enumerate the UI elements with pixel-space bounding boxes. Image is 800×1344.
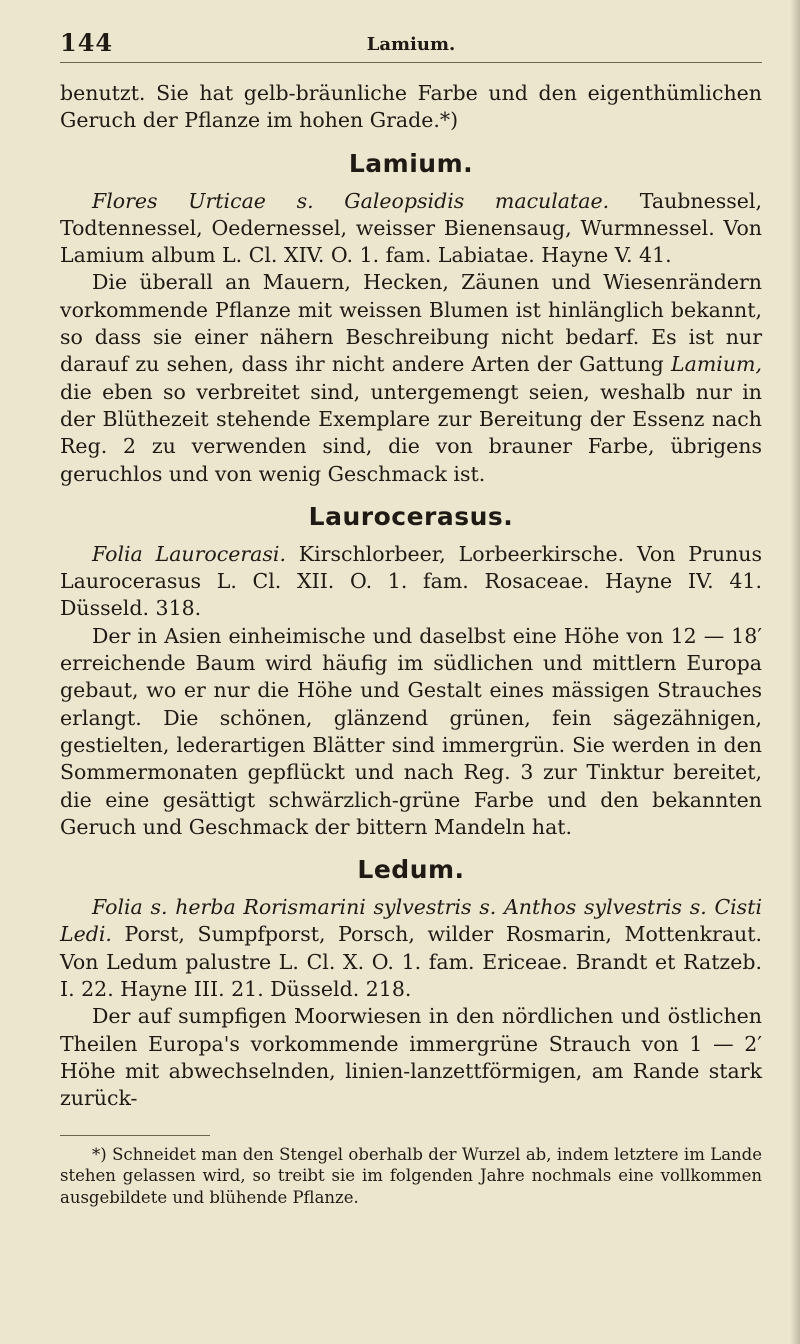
section-title-lamium: Lamium. xyxy=(348,148,474,178)
running-title: Lamium. xyxy=(366,34,456,55)
synonyms-text: Kirschlorbeer, Lorbeerkirsche. Von Prunus Laurocerasus L. Cl. XII. O. 1. fam. Rosaceae. Hayne IV. 41. Düsseld. 318. xyxy=(60,541,762,621)
section-title-laurocerasus: Laurocerasus. xyxy=(308,501,514,531)
running-head xyxy=(60,28,762,62)
latin-drug-name: Folia s. herba Rorismarini sylvestris s. Anthos sylvestris s. Cisti Ledi. xyxy=(60,895,762,947)
footnote-text: *) Schneidet man den Stengel oberhalb der Wurzel ab, indem letztere im Lande stehen gelassen wird, so treibt sie im folgenden Jahre nochmals eine vollkommen ausgebildete und blühende Pflanze. xyxy=(60,1144,762,1207)
header-rule xyxy=(60,62,762,63)
latin-drug-name: Flores Urticae s. Galeopsidis maculatae. xyxy=(92,188,610,213)
latin-drug-name: Folia Laurocerasi. xyxy=(92,541,286,566)
footnote xyxy=(60,1144,762,1209)
synonyms-text: Porst, Sumpfporst, Porsch, wilder Rosmarin, Mottenkraut. Von Ledum palustre L. Cl. X. O. 1. fam. Ericeae. Brandt et Ratzeb. I. 22. Hayne III. 21. Düsseld. 218. xyxy=(60,922,762,1002)
page-number: 144 xyxy=(60,28,114,57)
synonyms-text: Taubnessel, Todtennessel, Oedernessel, weisser Bienensaug, Wurmnessel. Von Lamium album L. Cl. XIV. O. 1. fam. Labiatae. Hayne V. 41. xyxy=(60,188,762,268)
body-text: Die überall an Mauern, Hecken, Zäunen und Wiesenrändern vorkommende Pflanze mit weissen Blumen ist hinlänglich bekannt, so dass sie einer nähern Beschreibung nicht bedarf. Es ist nur darauf zu sehen, dass ihr nicht andere Arten der Gattung xyxy=(60,270,762,377)
genus-name: Lamium, xyxy=(671,352,762,377)
section-title-ledum: Ledum. xyxy=(357,855,465,885)
section-body-ledum: Der auf sumpfigen Moorwiesen in den nördlichen und östlichen Theilen Europa's vorkommende immergrüne Strauch von 1 — 2′ Höhe mit abwechselnden, linien-lanzettförmigen, am Rande stark zurück- xyxy=(60,1004,762,1111)
section-intro-ledum xyxy=(60,894,762,1003)
body-text: die eben so verbreitet sind, untergemengt seien, weshalb nur in der Blüthezeit stehende Exemplare zur Bereitung der Essenz nach Reg. 2 zu verwenden sind, die von brauner Farbe, übrigens geruchlos und von wenig Geschmack ist. xyxy=(60,379,762,486)
section-intro-lamium xyxy=(60,188,762,270)
section-body-laurocerasus: Der in Asien einheimische und daselbst eine Höhe von 12 — 18′ erreichende Baum wird häufig im südlichen und mittlern Europa gebaut, wo er nur die Höhe und Gestalt eines mässigen Strauches erlangt. Die schönen, glänzend grünen, fein sägezähnigen, gestielten, lederartigen Blätter sind immergrün. Sie werden in den Sommermonaten gepflückt und nach Reg. 3 zur Tinktur bereitet, die eine gesättigt schwärzlich-grüne Farbe und den bekannten Geruch und Geschmack der bittern Mandeln hat. xyxy=(60,623,762,839)
section-body-lamium xyxy=(60,269,762,487)
section-intro-laurocerasus xyxy=(60,541,762,623)
footnote-rule xyxy=(60,1135,210,1136)
continuation-paragraph: benutzt. Sie hat gelb-bräunliche Farbe und den eigenthümlichen Geruch der Pflanze im hohen Grade.*) xyxy=(60,81,762,133)
